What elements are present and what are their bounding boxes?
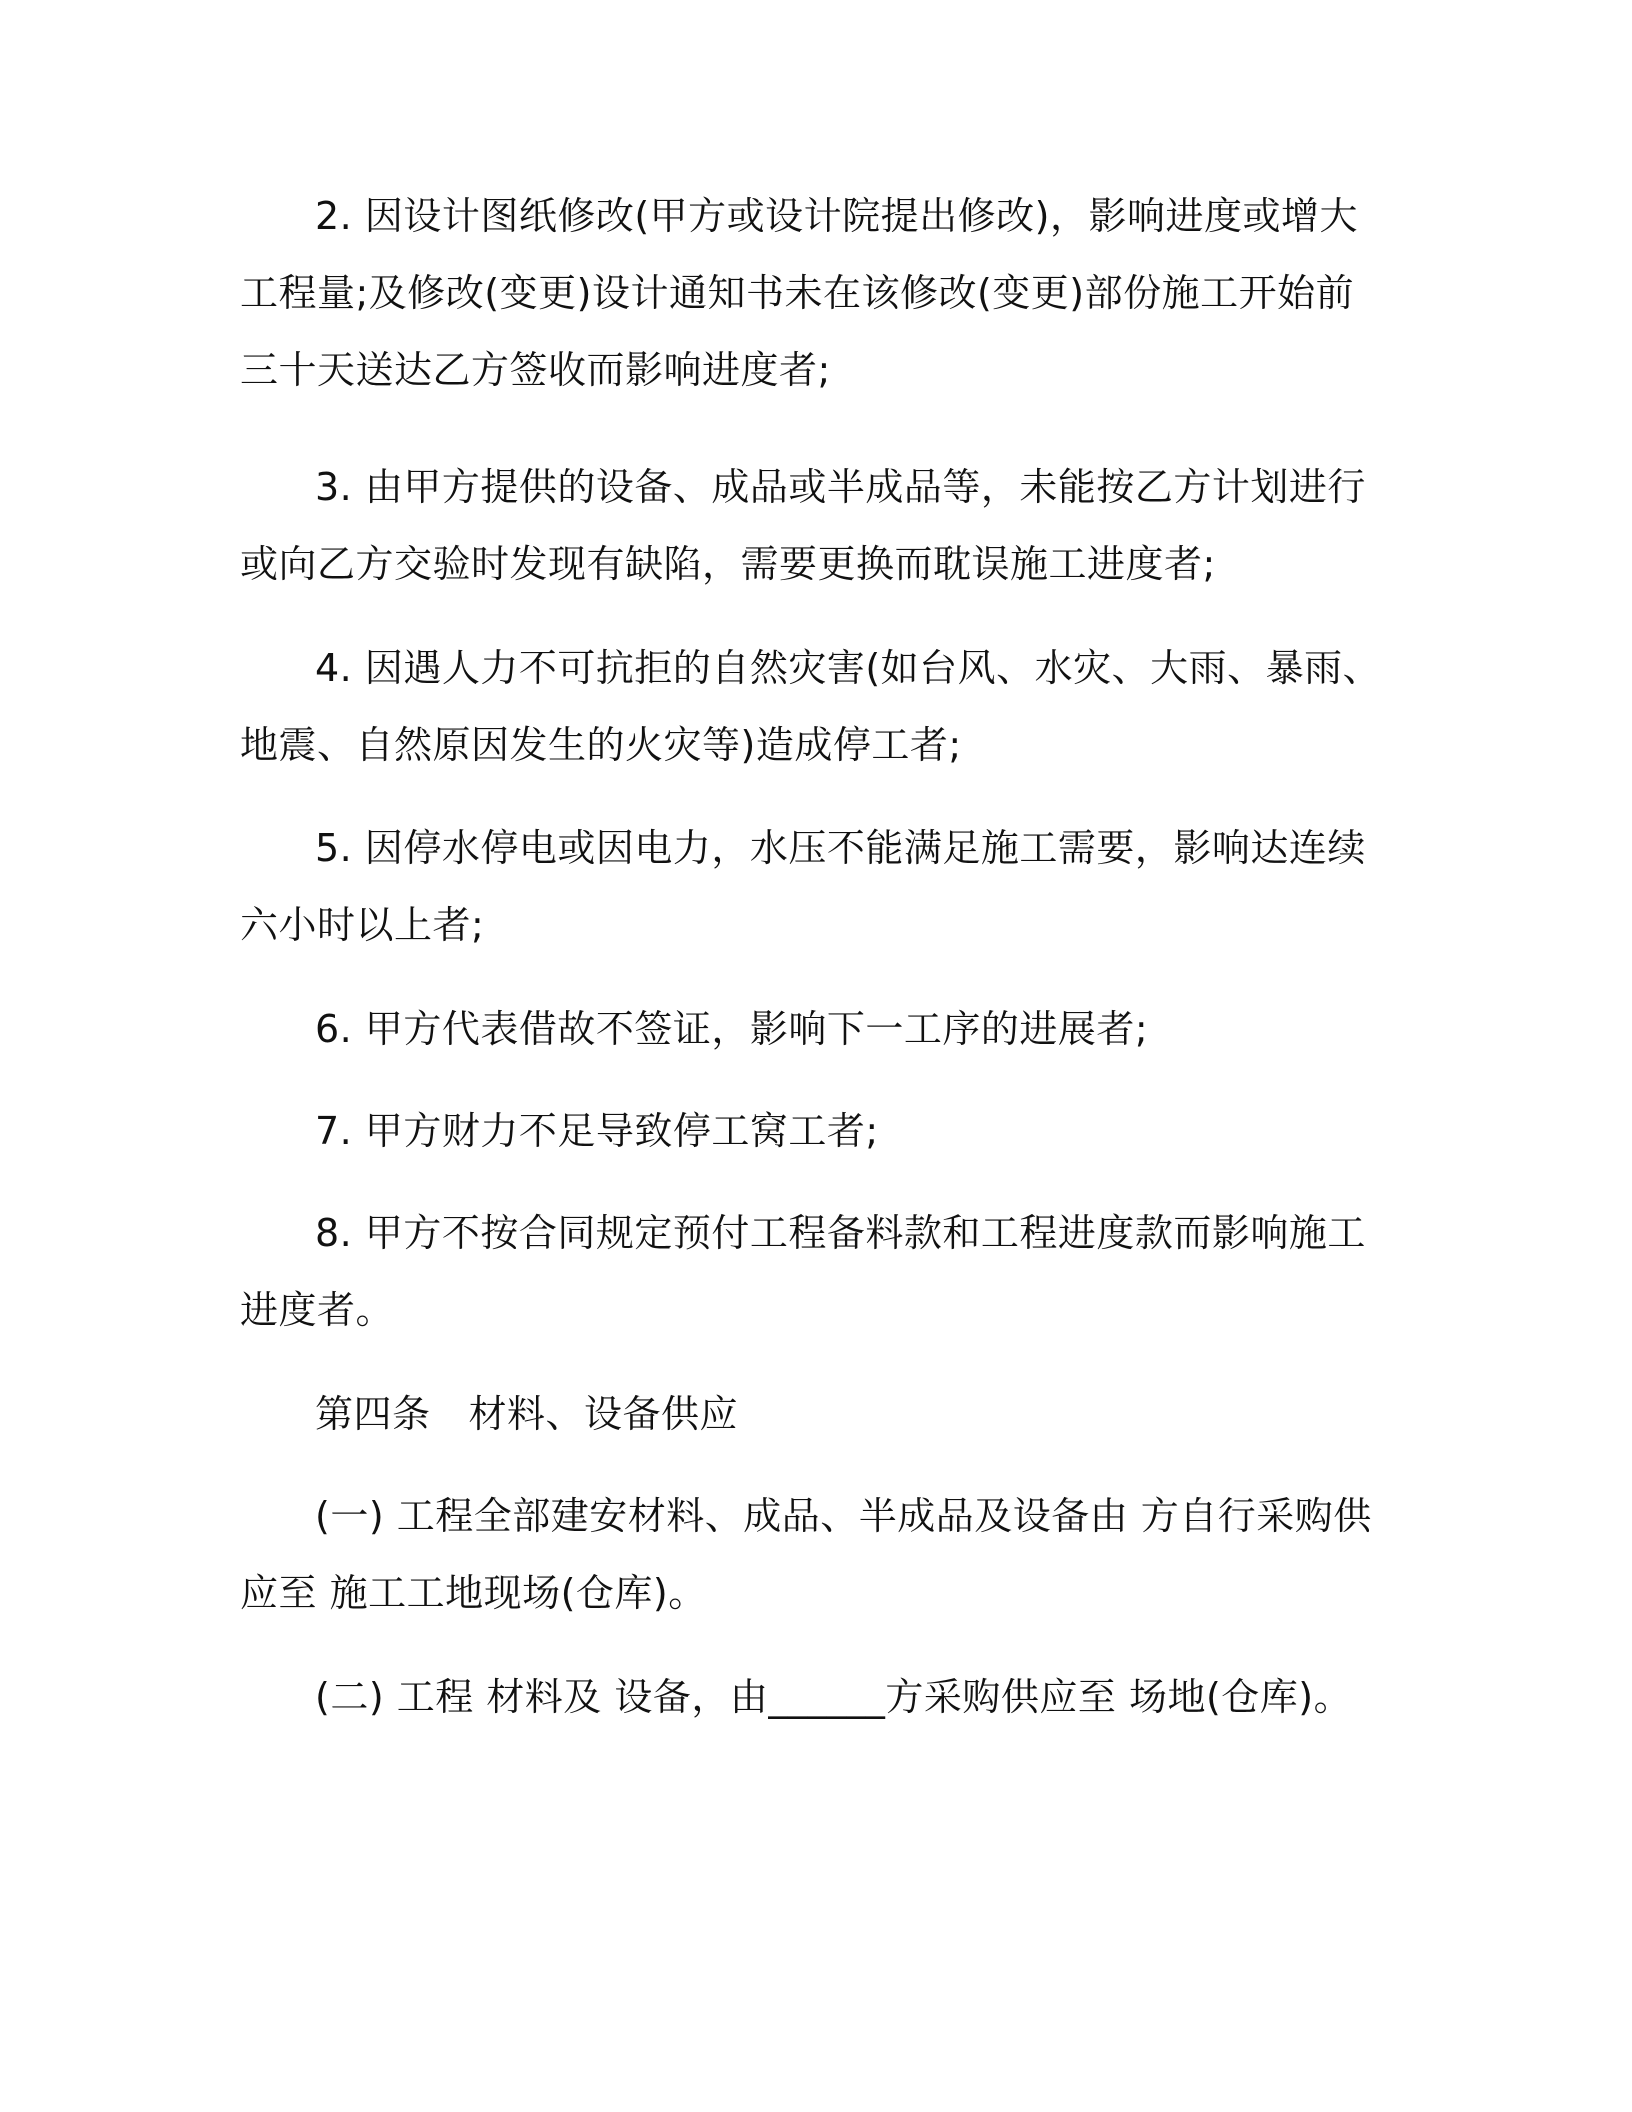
article-title: 材料、设备供应 bbox=[468, 1392, 739, 1436]
article-heading bbox=[240, 1376, 1390, 1453]
paragraph-item-3: 3. 由甲方提供的设备、成品或半成品等，未能按乙方计划进行或向乙方交验时发现有缺陷，需要更换而耽误施工进度者; bbox=[240, 465, 1366, 586]
paragraph-item-8: 8. 甲方不按合同规定预付工程备料款和工程进度款而影响施工进度者。 bbox=[240, 1211, 1366, 1332]
paragraph-item-6: 6. 甲方代表借故不签证，影响下一工序的进展者; bbox=[315, 1007, 1149, 1051]
paragraph-item-5: 5. 因停水停电或因电力，水压不能满足施工需要，影响达连续六小时以上者; bbox=[240, 826, 1366, 947]
clause-item-1: (一) 工程全部建安材料、成品、半成品及设备由 方自行采购供应至 施工工地现场(仓库)。 bbox=[240, 1494, 1372, 1615]
clause-item-2: (二) 工程 材料及 设备，由______方采购供应至 场地(仓库)。 bbox=[315, 1675, 1353, 1719]
paragraph-item-2: 2. 因设计图纸修改(甲方或设计院提出修改)，影响进度或增大工程量;及修改(变更)设计通知书未在该修改(变更)部份施工开始前三十天送达乙方签收而影响进度者; bbox=[240, 194, 1358, 392]
article-number: 第四条 bbox=[315, 1392, 431, 1436]
paragraph-item-4: 4. 因遇人力不可抗拒的自然灾害(如台风、水灾、大雨、暴雨、地震、自然原因发生的火灾等)造成停工者; bbox=[240, 646, 1382, 767]
paragraph-item-7: 7. 甲方财力不足导致停工窝工者; bbox=[315, 1109, 879, 1153]
